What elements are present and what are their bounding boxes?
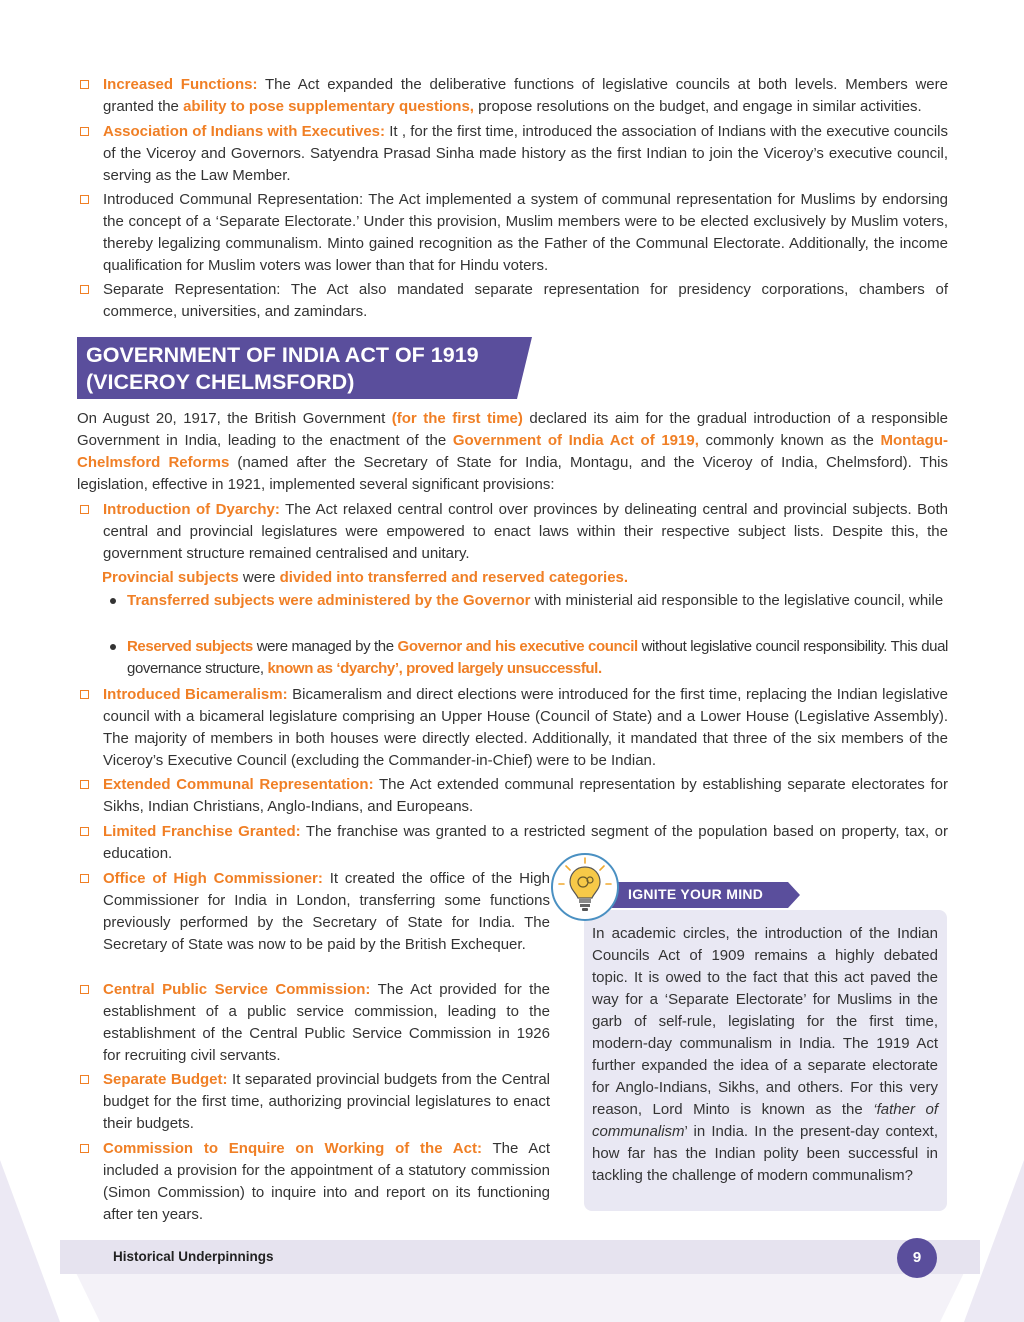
dot-reserved-subjects (110, 636, 948, 680)
bullet-label: Central Public Service Commission: (103, 981, 371, 998)
bullet-association-indians (80, 121, 948, 187)
bullet-label: Extended Communal Representation: (103, 776, 374, 793)
bullet-text: The Act expanded the deliberative functions of legislative councils at both levels. Members were granted the (103, 76, 948, 115)
dot-transferred-subjects (110, 590, 948, 612)
bullet-square-icon (80, 690, 89, 699)
ignite-label: IGNITE YOUR MIND (628, 886, 764, 902)
bullet-communal-representation (80, 189, 948, 277)
bullet-label: Introduction of Dyarchy: (103, 501, 280, 518)
bullet-highlight: ability to pose supplementary questions, (183, 98, 474, 115)
ignite-emphasis: ‘father of communalism (592, 1101, 939, 1140)
dot-highlight: known as ‘dyarchy’, proved largely unsuccessful. (267, 660, 602, 677)
bullet-limited-franchise (80, 821, 948, 865)
intro-highlight: Montagu-Chelmsford Reforms (77, 432, 948, 471)
bullet-text: The Act provided for the establishment of a public service commission, leading to the establishment of the Central Public Service Commission in 1926 for recruiting civil servants. (103, 981, 551, 1064)
bullet-text: The Act relaxed central control over provinces by delineating central and provincial subjects. Both central and provincial legislatures were empowered to enact laws within their respective subject lists. Despite this, the government structure remained centralised and unitary. (103, 501, 949, 562)
dot-highlight: Transferred subjects were administered by the Governor (127, 592, 531, 609)
lightbulb-icon (550, 852, 620, 922)
bullet-extended-communal (80, 774, 948, 818)
bullet-text: It created the office of the High Commissioner for India in London, transferring some functions previously performed by the Secretary of State for India. The Secretary of State was now to be paid by the British Exchequer. (103, 870, 550, 953)
bullet-increased-functions (80, 74, 948, 118)
bullet-commission-enquire (80, 1138, 550, 1226)
bullet-text: propose resolutions on the budget, and engage in similar activities. (473, 98, 922, 115)
bullet-public-service-commission (80, 979, 550, 1067)
bullet-label: Increased Functions: (103, 76, 258, 93)
bullet-separate-representation (80, 279, 948, 323)
bullet-text: The Act included a provision for the appointment of a statutory commission (Simon Commission) to inquire into and report on its functioning after ten years. (103, 1140, 550, 1223)
bullet-label: Commission to Enquire on Working of the Act: (103, 1140, 482, 1157)
bullet-square-icon (80, 827, 89, 836)
bullet-text: It , for the first time, introduced the association of Indians with the executive councils of the Viceroy and Governors. Satyendra Prasad Sinha made history as the first Indian to join the Viceroy’s executive council, serving as the Law Member. (103, 123, 949, 184)
bullet-text: Bicameralism and direct elections were introduced for the first time, replacing the Indian legislative council with a bicameral legislature comprising an Upper House (Council of State) and a Lower House (Legislative Assembly). The majority of members in both houses were directly elected. Additionally, it mandated that three of the six members of the Viceroy’s Executive Council (excluding the Commander-in-Chief) were to be Indian. (103, 686, 949, 769)
intro-text: commonly known as the (698, 432, 881, 449)
bullet-label: Separate Budget: (103, 1071, 228, 1088)
bullet-square-icon (80, 1075, 89, 1084)
bullet-label: Introduced Bicameralism: (103, 686, 288, 703)
ignite-text: ’ in India. In the present-day context, how far has the Indian polity been successful in tackling the challenge of modern communalism? (592, 1123, 938, 1184)
bullet-text: Introduced Communal Representation: The Act implemented a system of communal representation for Muslims by endorsing the concept of a ‘Separate Electorate.’ Under this provision, Muslim members were to be elected exclusively by Muslim voters, thereby legalizing communalism. Minto gained recognition as the Father of the Communal Electorate. Additionally, the income qualification for Muslim voters was lower than that for Hindu voters. (103, 191, 948, 274)
bullet-square-icon (80, 285, 89, 294)
intro-text: declared its aim for the gradual introduction of a responsible Government in India, leading to the enactment of the (77, 410, 948, 449)
footer-title: Historical Underpinnings (113, 1249, 274, 1264)
bullet-label: Association of Indians with Executives: (103, 123, 386, 140)
dot-bullet-icon (110, 598, 116, 604)
dot-text: with ministerial aid responsible to the legislative council, while (530, 592, 944, 609)
bullet-text: It separated provincial budgets from the Central budget for the first time, authorizing provincial legislatures to enact their budgets. (103, 1071, 550, 1132)
intro-text: On August 20, 1917, the British Government (77, 410, 392, 427)
bullet-square-icon (80, 505, 89, 514)
bullet-square-icon (80, 874, 89, 883)
bullet-square-icon (80, 780, 89, 789)
ignite-text: In academic circles, the introduction of the Indian Councils Act of 1909 remains a highly debated topic. It is owed to the fact that this act paved the way for a ‘Separate Electorate’ for Muslims in the garb of self-rule, legislating for the first time, modern-day communalism in India. The 1919 Act further expanded the idea of a separate electorate for Anglo-Indians, Sikhs, and others. For this very reason, Lord Minto is known as the (592, 925, 938, 1118)
bullet-dyarchy (80, 499, 948, 565)
section-heading-line1: GOVERNMENT OF INDIA ACT OF 1919 (86, 343, 479, 367)
dot-text: were managed by the (252, 638, 398, 655)
bullet-square-icon (80, 1144, 89, 1153)
dot-highlight: Governor and his executive council (397, 638, 638, 655)
bullet-label: Limited Franchise Granted: (103, 823, 301, 840)
intro-paragraph (77, 408, 948, 496)
bullet-text: The Act extended communal representation by establishing separate electorates for Sikhs, Indian Christians, Anglo-Indians, and Europeans. (103, 776, 948, 815)
bullet-high-commissioner (80, 868, 550, 956)
provincial-highlight: divided into transferred and reserved categories. (279, 569, 629, 586)
bullet-square-icon (80, 195, 89, 204)
dot-bullet-icon (110, 644, 116, 650)
provincial-highlight: Provincial subjects (102, 569, 239, 586)
provincial-text: were (238, 569, 280, 586)
ignite-paragraph (592, 923, 938, 1187)
bullet-separate-budget (80, 1069, 550, 1135)
bullet-square-icon (80, 985, 89, 994)
intro-highlight: (for the first time) (391, 410, 523, 427)
intro-text: (named after the Secretary of State for India, Montagu, and the Viceroy of India, Chelmsford). This legislation, effective in 1921, implemented several significant provisions: (77, 454, 949, 493)
bullet-label: Office of High Commissioner: (103, 870, 323, 887)
provincial-subjects-line (102, 567, 948, 589)
bullet-text: Separate Representation: The Act also mandated separate representation for presidency corporations, chambers of commerce, universities, and zamindars. (103, 281, 948, 320)
dot-highlight: Reserved subjects (127, 638, 253, 655)
bullet-bicameralism (80, 684, 948, 772)
section-heading (86, 342, 526, 396)
corner-shape-left (0, 1160, 60, 1322)
section-heading-line2: (VICEROY CHELMSFORD) (86, 370, 355, 394)
bullet-square-icon (80, 127, 89, 136)
page-number: 9 (897, 1238, 937, 1278)
bullet-square-icon (80, 80, 89, 89)
dot-text: without legislative council responsibility. This dual governance structure, (127, 638, 948, 677)
bullet-text: The franchise was granted to a restricted segment of the population based on property, tax, or education. (103, 823, 948, 862)
intro-highlight: Government of India Act of 1919, (452, 432, 699, 449)
